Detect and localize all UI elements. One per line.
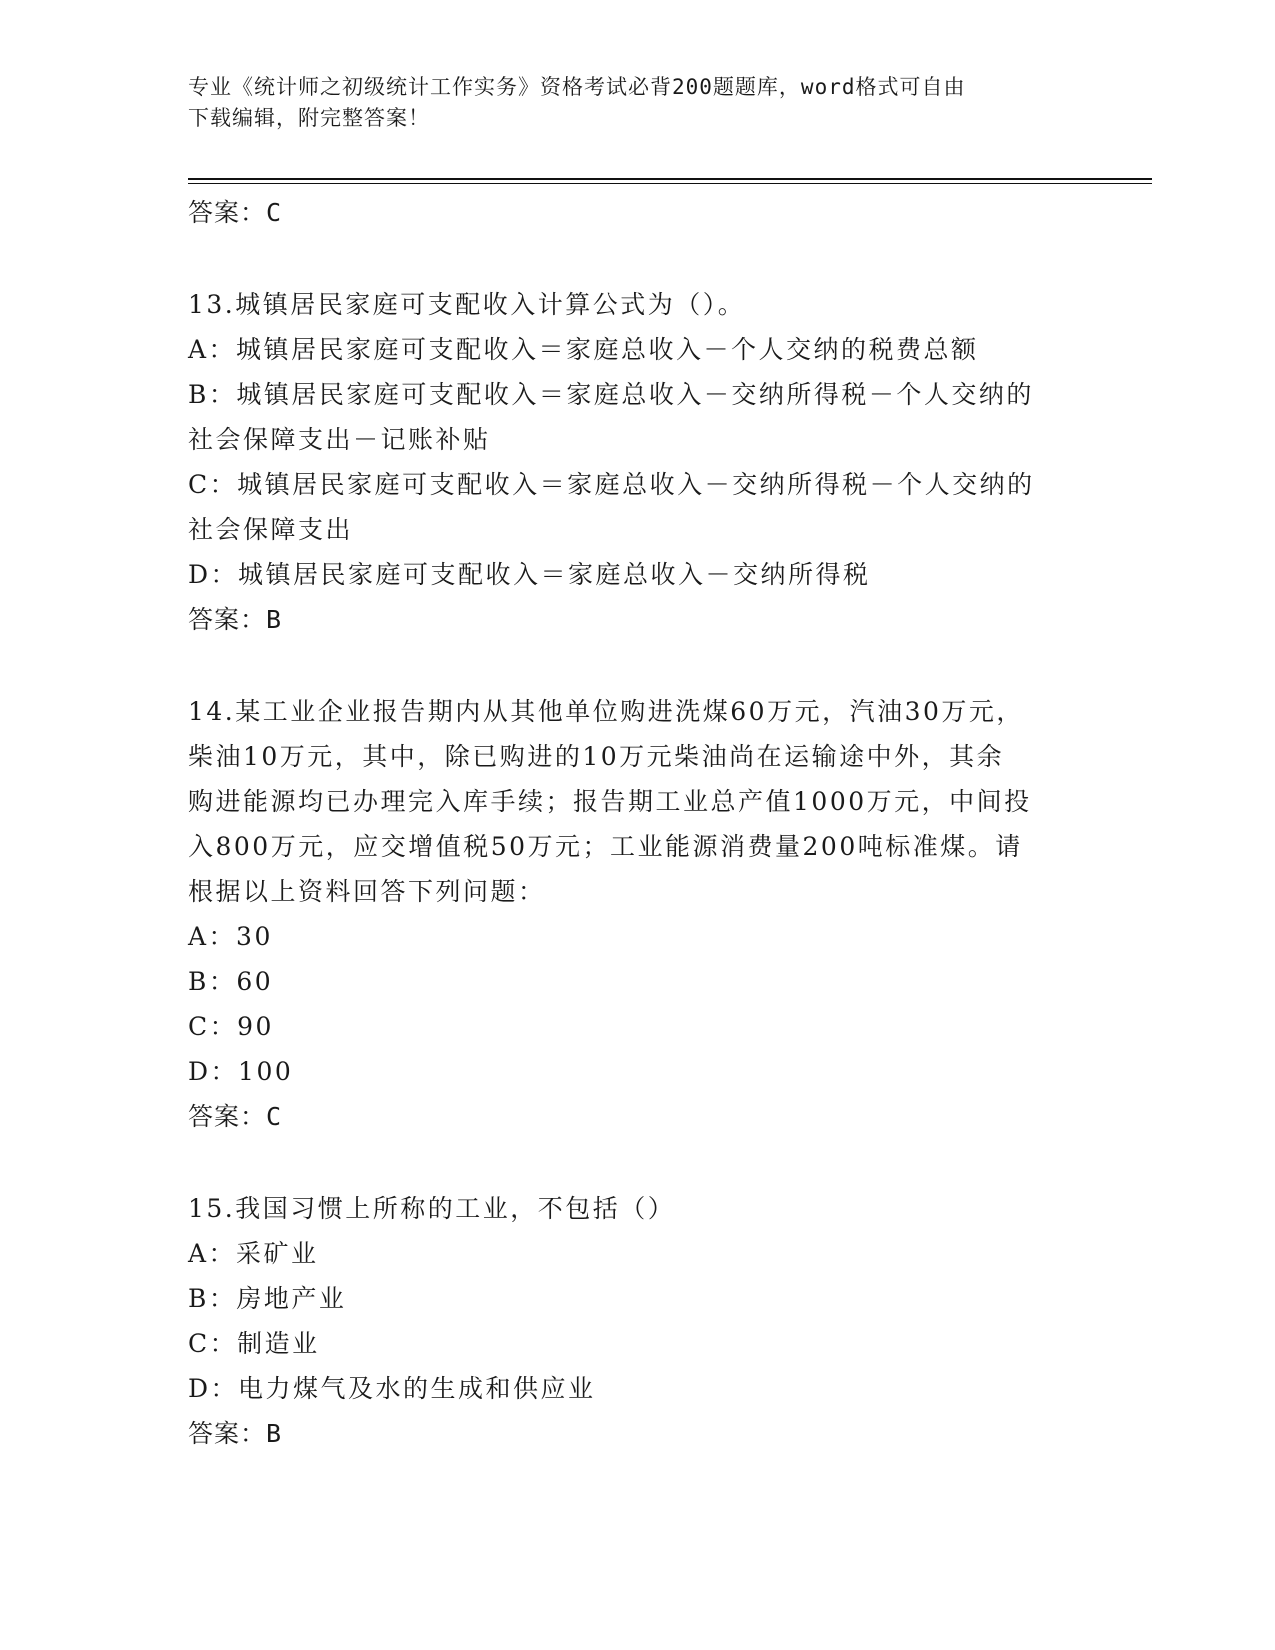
option-line: A：30	[188, 922, 273, 951]
question-stem-line: 柴油10万元，其中，除已购进的10万元柴油尚在运输途中外，其余	[188, 742, 1005, 771]
question-block	[188, 1186, 1088, 1456]
answer-line: 答案：B	[188, 1419, 283, 1448]
header-divider-thin	[188, 183, 1152, 184]
document-header	[188, 72, 1088, 134]
option-line: 社会保障支出	[188, 515, 354, 544]
option-line: C：制造业	[188, 1329, 320, 1358]
option-line: D：城镇居民家庭可支配收入＝家庭总收入－交纳所得税	[188, 560, 871, 589]
question-stem-line: 购进能源均已办理完入库手续；报告期工业总产值1000万元，中间投	[188, 787, 1032, 816]
header-line-2: 下载编辑，附完整答案！	[188, 106, 430, 130]
header-line-1: 专业《统计师之初级统计工作实务》资格考试必背200题题库，word格式可自由	[188, 75, 966, 99]
question-block	[188, 689, 1088, 1139]
answer-line: 答案：B	[188, 605, 283, 634]
option-line: A：采矿业	[188, 1239, 319, 1268]
questions-container	[188, 282, 1088, 1456]
previous-answer: 答案：C	[188, 198, 283, 227]
option-line: B：城镇居民家庭可支配收入＝家庭总收入－交纳所得税－个人交纳的	[188, 380, 1034, 409]
question-stem-line: 13.城镇居民家庭可支配收入计算公式为（）。	[188, 290, 746, 319]
question-stem-line: 14.某工业企业报告期内从其他单位购进洗煤60万元，汽油30万元，	[188, 697, 1024, 726]
header-divider-thick	[188, 178, 1152, 180]
question-list	[188, 190, 1088, 1503]
answer-line: 答案：C	[188, 1102, 283, 1131]
option-line: B：房地产业	[188, 1284, 347, 1313]
option-line: C：90	[188, 1012, 274, 1041]
option-line: D：100	[188, 1057, 294, 1086]
option-line: C：城镇居民家庭可支配收入＝家庭总收入－交纳所得税－个人交纳的	[188, 470, 1035, 499]
question-stem-line: 15.我国习惯上所称的工业，不包括（）	[188, 1194, 676, 1223]
option-line: D：电力煤气及水的生成和供应业	[188, 1374, 596, 1403]
question-stem-line: 入800万元，应交增值税50万元；工业能源消费量200吨标准煤。请	[188, 832, 1023, 861]
option-line: B：60	[188, 967, 274, 996]
option-line: A：城镇居民家庭可支配收入＝家庭总收入－个人交纳的税费总额	[188, 335, 979, 364]
question-block	[188, 282, 1088, 642]
option-line: 社会保障支出－记账补贴	[188, 425, 491, 454]
question-stem-line: 根据以上资料回答下列问题：	[188, 877, 546, 906]
